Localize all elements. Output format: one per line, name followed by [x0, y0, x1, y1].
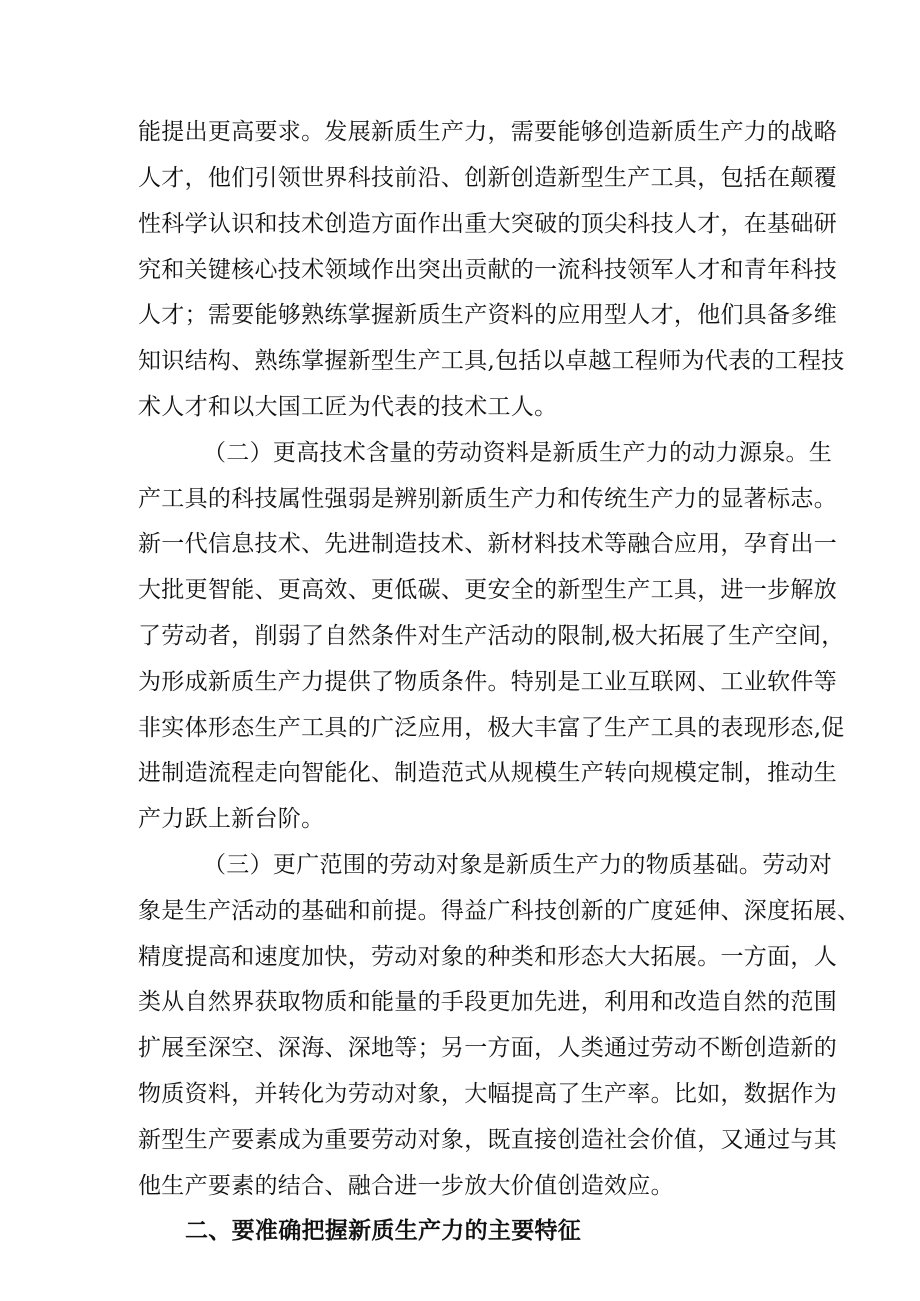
paragraph-line: 大批更智能、更高效、更低碳、更安全的新型生产工具，进一步解放	[138, 577, 837, 603]
paragraph-line: 术人才和以大国工匠为代表的技术工人。	[138, 394, 558, 420]
paragraph-line: （三）更广范围的劳动对象是新质生产力的物质基础。劳动对	[203, 852, 833, 878]
paragraph-line: 性科学认识和技术创造方面作出重大突破的顶尖科技人才，在基础研	[138, 211, 837, 237]
paragraph-line: 象是生产活动的基础和前提。得益广科技创新的广度延伸、深度拓展、	[138, 898, 861, 924]
paragraph-line: 知识结构、熟练掌握新型生产工具,包括以卓越工程师为代表的工程技	[138, 348, 845, 374]
paragraph-line: 新一代信息技术、先进制造技术、新材料技术等融合应用，孕育出一	[138, 531, 837, 557]
paragraph-line: 扩展至深空、深海、深地等；另一方面，人类通过劳动不断创造新的	[138, 1035, 837, 1061]
paragraph-line: 人才，他们引领世界科技前沿、创新创造新型生产工具，包括在颠覆	[138, 165, 837, 191]
paragraph-line: 了劳动者，削弱了自然条件对生产活动的限制,极大拓展了生产空间，	[138, 623, 845, 649]
paragraph-line: 为形成新质生产力提供了物质条件。特别是工业互联网、工业软件等	[138, 669, 837, 695]
section-heading: 二、要准确把握新质生产力的主要特征	[185, 1218, 582, 1244]
paragraph-line: 进制造流程走向智能化、制造范式从规模生产转向规模定制，推动生	[138, 760, 837, 786]
paragraph-line: 非实体形态生产工具的广泛应用，极大丰富了生产工具的表现形态,促	[138, 715, 845, 741]
paragraph-line: 产工具的科技属性强弱是辨别新质生产力和传统生产力的显著标志。	[138, 486, 837, 512]
paragraph-line: 新型生产要素成为重要劳动对象，既直接创造社会价值，又通过与其	[138, 1127, 837, 1153]
paragraph-line: 他生产要素的结合、融合进一步放大价值创造效应。	[138, 1173, 674, 1199]
paragraph-line: 人才；需要能够熟练掌握新质生产资料的应用型人才，他们具备多维	[138, 302, 837, 328]
paragraph-line: 究和关键核心技术领域作出突出贡献的一流科技领军人才和青年科技	[138, 257, 837, 283]
paragraph-line: 精度提高和速度加快，劳动对象的种类和形态大大拓展。一方面，人	[138, 944, 837, 970]
paragraph-line: 类从自然界获取物质和能量的手段更加先进，利用和改造自然的范围	[138, 989, 837, 1015]
paragraph-line: 物质资料，并转化为劳动对象，大幅提高了生产率。比如，数据作为	[138, 1081, 837, 1107]
paragraph-line: 产力跃上新台阶。	[138, 806, 325, 832]
paragraph-line: 能提出更高要求。发展新质生产力，需要能够创造新质生产力的战略	[138, 119, 837, 145]
paragraph-line: （二）更高技术含量的劳动资料是新质生产力的动力源泉。生	[203, 440, 833, 466]
